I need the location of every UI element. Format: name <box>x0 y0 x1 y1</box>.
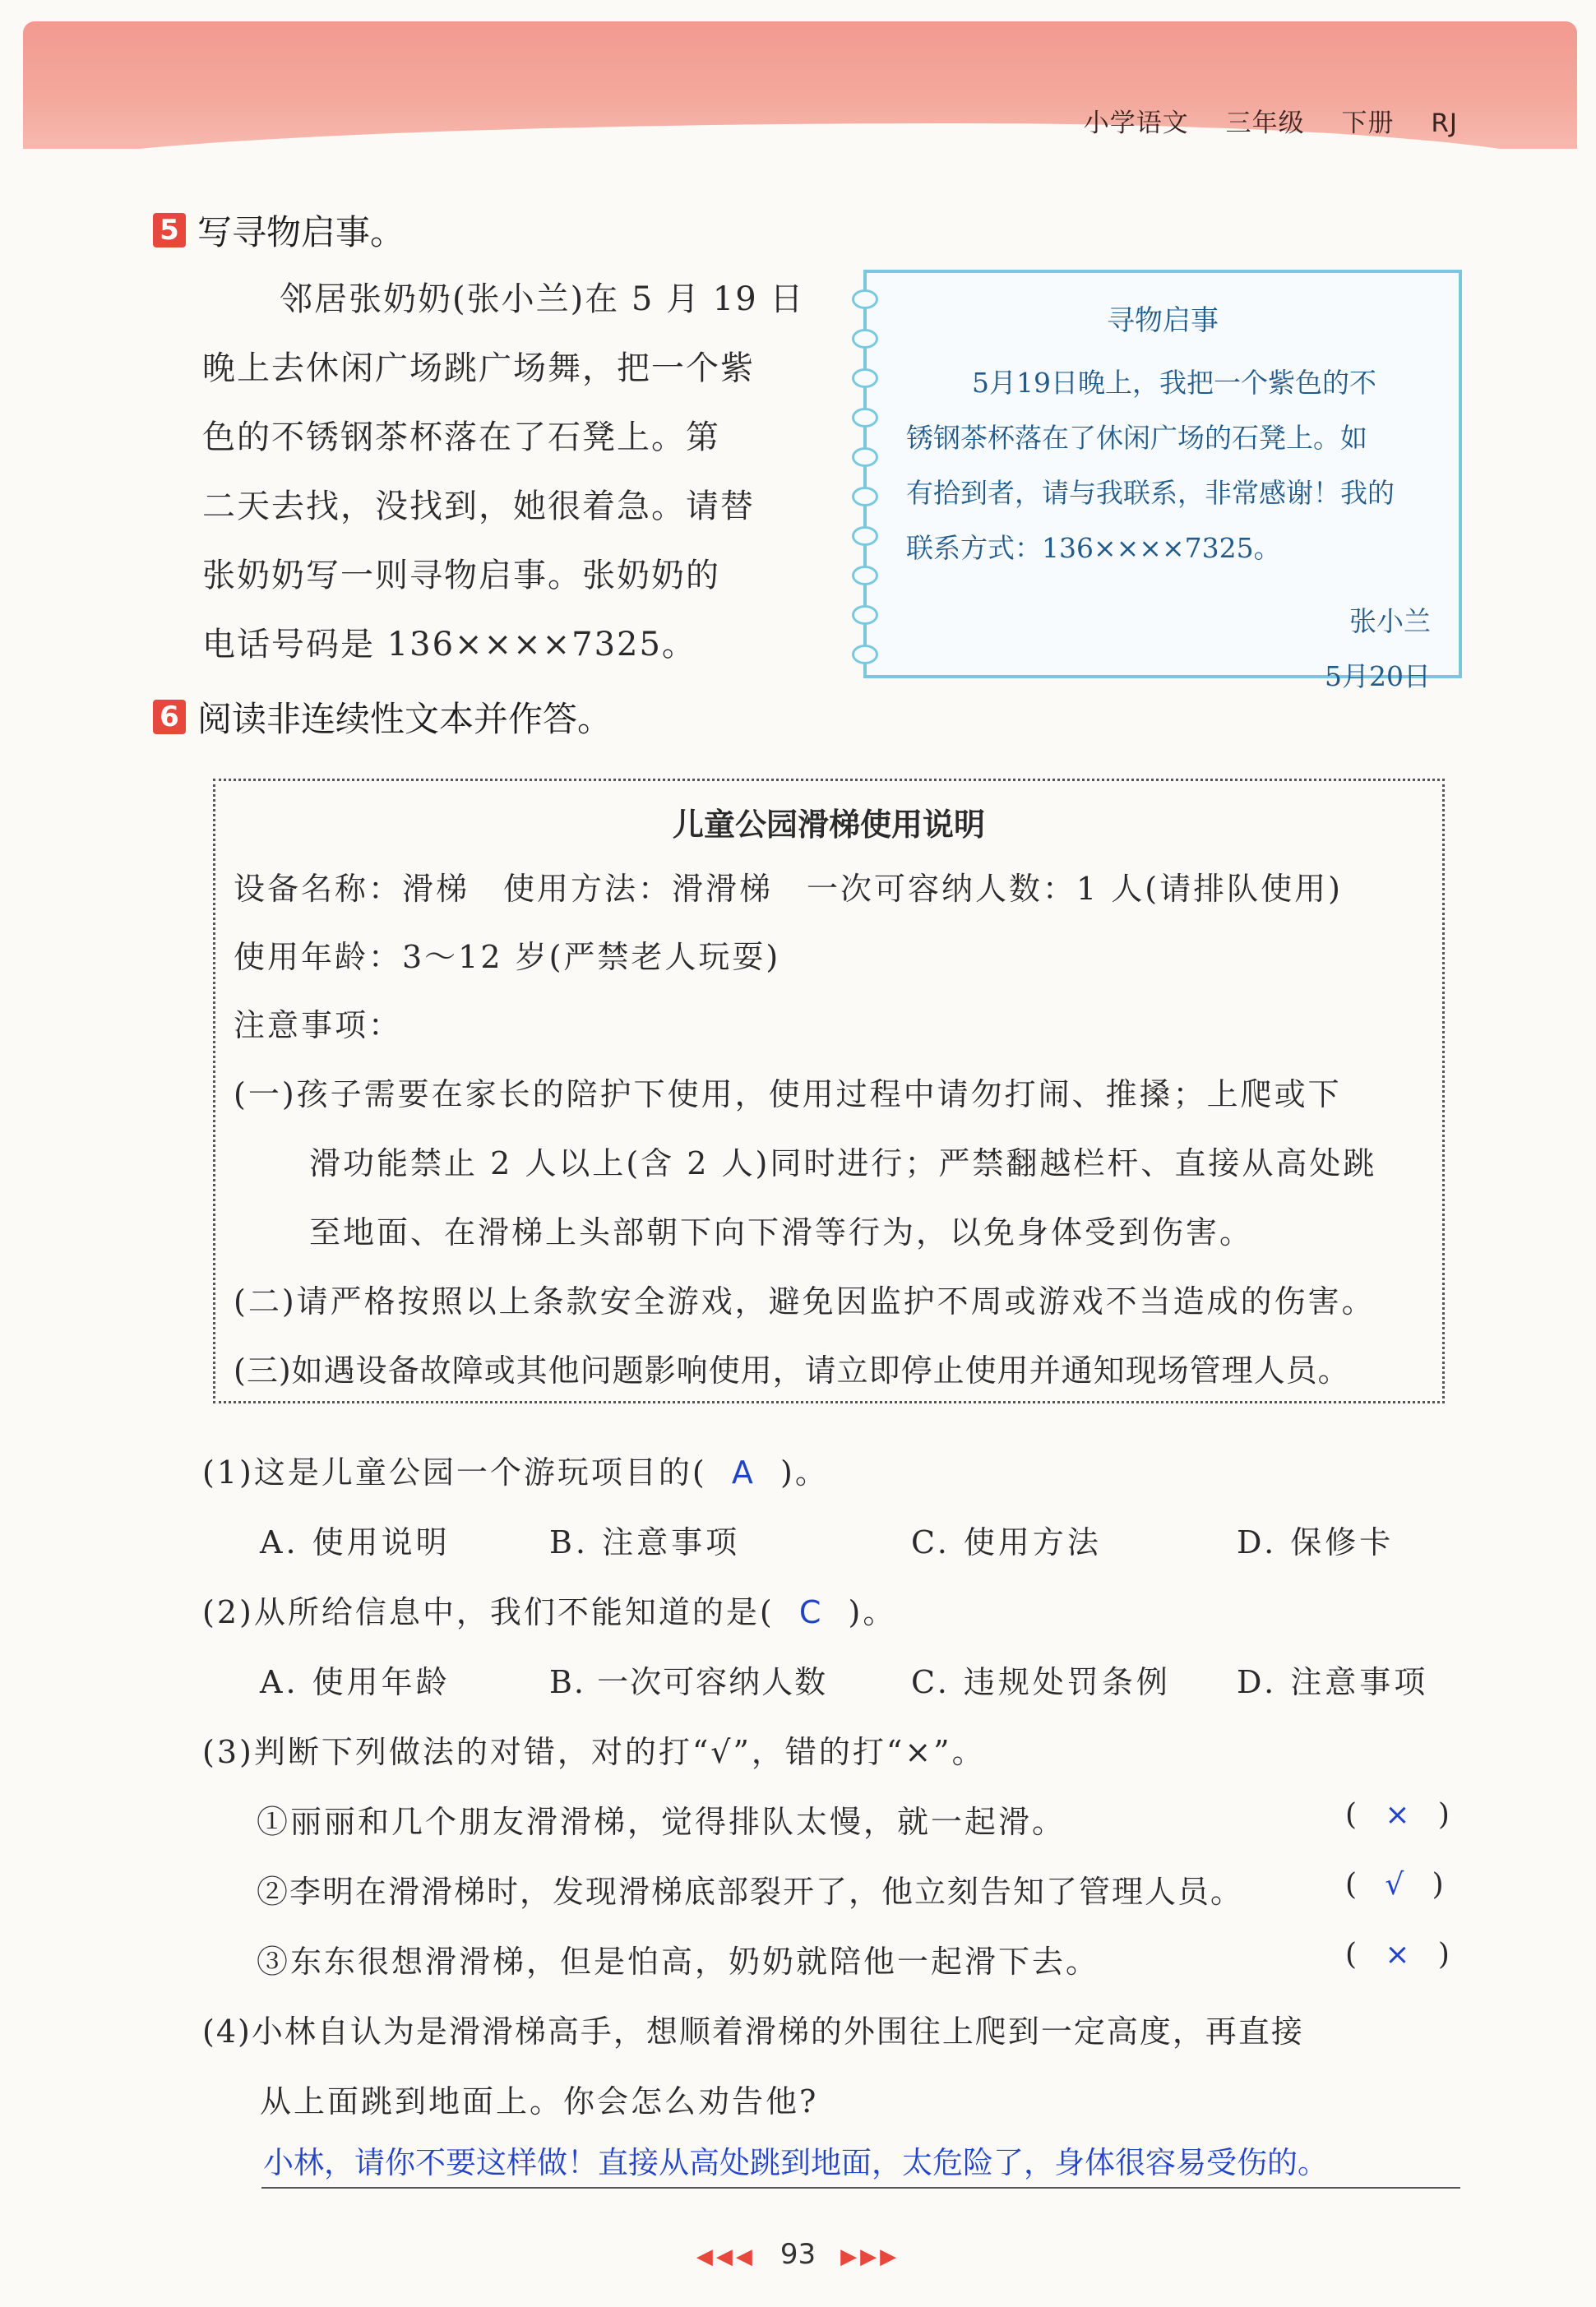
notice-line-equipment: 设备名称：滑梯 使用方法：滑滑梯 一次可容纳人数：1 人(请排队使用) <box>234 871 1343 907</box>
notice-line-age: 使用年龄：3～12 岁(严禁老人玩耍) <box>234 939 781 975</box>
header-grade: 三年级 <box>1225 109 1305 138</box>
q5-title: 写寻物启事。 <box>197 212 405 252</box>
ring-icon <box>852 408 878 428</box>
lost-notice-card <box>863 270 1462 692</box>
judge-answer-1: ( × ) <box>1345 1798 1450 1832</box>
sub2-option-d: D. 注意事项 <box>1237 1664 1429 1700</box>
answer-underline <box>261 2187 1460 2189</box>
sub4-question-line2: 从上面跳到地面上。你会怎么劝告他? <box>260 2083 819 2120</box>
ring-icon <box>852 645 878 664</box>
sub4-question-line1: (4)小林自认为是滑滑梯高手，想顺着滑梯的外围往上爬到一定高度，再直接 <box>202 2013 1304 2050</box>
ring-icon <box>852 447 878 467</box>
notice-rule-2: (二)请严格按照以上条款安全游戏，避免因监护不周或游戏不当造成的伤害。 <box>234 1283 1376 1320</box>
sub2-option-b: B. 一次可容纳人数 <box>549 1664 828 1700</box>
lost-notice-line: 5月19日晚上，我把一个紫色的不 <box>972 367 1376 399</box>
q6-number-badge: 6 <box>153 700 186 734</box>
lost-notice-date: 5月20日 <box>1325 660 1431 692</box>
lost-notice-line: 联系方式：136××××7325。 <box>906 532 1281 564</box>
judge-item-3: ③东东很想滑滑梯，但是怕高，奶奶就陪他一起滑下去。 <box>257 1944 1100 1980</box>
q5-line: 邻居张奶奶(张小兰)在 5 月 19 日 <box>280 280 805 318</box>
slide-instructions-box <box>213 779 1445 1403</box>
sub1-option-c: C. 使用方法 <box>911 1524 1102 1560</box>
notebook-rings <box>852 289 878 684</box>
sub2-question <box>202 1587 896 1632</box>
sub1-text-end: )。 <box>780 1454 829 1491</box>
sub4-answer: 小林，请你不要这样做！直接从高处跳到地面，太危险了，身体很容易受伤的。 <box>263 2145 1328 2180</box>
ring-icon <box>852 487 878 506</box>
lost-notice-line: 有拾到者，请与我联系，非常感谢！我的 <box>906 477 1395 509</box>
lost-notice-title: 寻物启事 <box>1107 304 1219 337</box>
sub2-answer: C <box>798 1594 824 1630</box>
notice-rule-1c: 至地面、在滑梯上头部朝下向下滑等行为，以免身体受到伤害。 <box>309 1214 1254 1251</box>
judge-answer-2: ( √ ) <box>1345 1868 1444 1902</box>
header-volume: 下册 <box>1341 109 1395 138</box>
sub3-prompt: (3)判断下列做法的对错，对的打“√”，错的打“×”。 <box>202 1734 986 1770</box>
sub2-option-a: A. 使用年龄 <box>260 1664 451 1700</box>
slide-instructions-title: 儿童公园滑梯使用说明 <box>672 807 985 843</box>
sub2-option-c: C. 违规处罚条例 <box>911 1664 1171 1700</box>
q5-line: 色的不锈钢茶杯落在了石凳上。第 <box>202 418 720 456</box>
q5-line: 晚上去休闲广场跳广场舞，把一个紫 <box>202 349 755 387</box>
judge-item-2: ②李明在滑滑梯时，发现滑梯底部裂开了，他立刻告知了管理人员。 <box>257 1874 1244 1910</box>
sub1-text: (1)这是儿童公园一个游玩项目的( <box>202 1454 707 1491</box>
lost-notice-body <box>906 355 1442 576</box>
sub1-option-b: B. 注意事项 <box>549 1524 741 1560</box>
sub1-option-d: D. 保修卡 <box>1237 1524 1395 1560</box>
q5-prompt <box>202 265 815 679</box>
left-arrows-icon: ◀◀◀ <box>696 2245 756 2269</box>
page-footer <box>0 2238 1596 2271</box>
q5-line: 二天去找，没找到，她很着急。请替 <box>202 488 755 525</box>
right-arrows-icon: ▶▶▶ <box>840 2245 900 2269</box>
notice-rule-1a: (一)孩子需要在家长的陪护下使用，使用过程中请勿打闹、推搡；上爬或下 <box>234 1076 1342 1112</box>
ring-icon <box>852 566 878 585</box>
lost-notice-signoff <box>1325 594 1431 704</box>
sub2-text-end: )。 <box>848 1594 897 1630</box>
notice-rule-3: (三)如遇设备故障或其他问题影响使用，请立即停止使用并通知现场管理人员。 <box>234 1352 1350 1389</box>
sub1-question <box>202 1447 829 1492</box>
header-subject: 小学语文 <box>1083 109 1189 138</box>
header-edition: RJ <box>1431 109 1458 138</box>
lost-notice-line: 锈钢茶杯落在了休闲广场的石凳上。如 <box>906 422 1367 454</box>
header-meta <box>1056 102 1458 139</box>
page-number: 93 <box>779 2238 817 2271</box>
ring-icon <box>852 368 878 388</box>
notice-line-cautions: 注意事项： <box>234 1007 403 1043</box>
ring-icon <box>852 605 878 625</box>
ring-icon <box>852 526 878 546</box>
sub1-answer: A <box>731 1454 756 1491</box>
lost-notice-signature: 张小兰 <box>1349 605 1431 637</box>
q6-heading <box>153 692 612 742</box>
q6-title: 阅读非连续性文本并作答。 <box>197 699 613 739</box>
q5-heading <box>153 206 405 255</box>
sub2-text: (2)从所给信息中，我们不能知道的是( <box>202 1594 775 1630</box>
q5-line: 张奶奶写一则寻物启事。张奶奶的 <box>202 557 720 594</box>
notice-rule-1b: 滑功能禁止 2 人以上(含 2 人)同时进行；严禁翻越栏杆、直接从高处跳 <box>309 1145 1377 1181</box>
judge-item-1: ①丽丽和几个朋友滑滑梯，觉得排队太慢，就一起滑。 <box>257 1804 1066 1840</box>
q5-number-badge: 5 <box>153 213 186 247</box>
sub1-option-a: A. 使用说明 <box>260 1524 451 1560</box>
judge-answer-3: ( × ) <box>1345 1938 1450 1972</box>
q5-line: 电话号码是 136××××7325。 <box>202 626 696 663</box>
